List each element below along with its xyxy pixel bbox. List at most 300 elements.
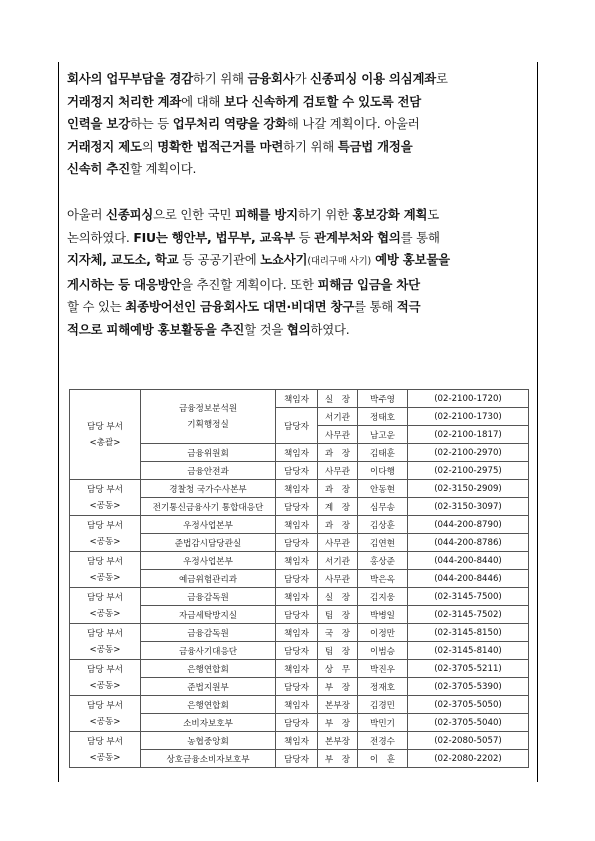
text-run: 신종피싱 이용 의심계좌 <box>310 71 436 86</box>
text-run: FIU는 행안부, 법무부, 교육부 <box>133 229 295 245</box>
table-row <box>70 588 529 606</box>
dept-cell <box>141 696 276 714</box>
text-run: 예방 홍보물을 <box>371 252 450 267</box>
text-run: 도 <box>427 207 440 222</box>
group-cell <box>70 624 141 660</box>
title-cell <box>318 642 358 660</box>
role-cell <box>276 732 318 750</box>
name-cell-text: 박병일 <box>370 610 395 621</box>
title-cell <box>318 714 358 732</box>
role-cell-text: 담당자 <box>284 502 309 513</box>
text-run: 인력을 보강 <box>67 116 130 131</box>
text-run: 의 <box>141 138 158 154</box>
phone-cell-text: (02-3705-5050) <box>434 699 502 710</box>
name-cell-text: 정재호 <box>370 682 395 693</box>
text-run: 피해금 입금을 차단 <box>317 276 420 292</box>
phone-cell <box>408 390 529 408</box>
phone-cell-text: (02-3705-5040) <box>434 717 502 728</box>
text-run: 특금법 개정을 <box>337 138 413 154</box>
name-cell-text: 남고운 <box>370 430 395 441</box>
title-cell-text: 실 장 <box>324 592 351 603</box>
text-run: 하기 위해 <box>192 71 248 86</box>
text-run: 홍보강화 계획 <box>352 207 428 222</box>
dept-cell-text: 은행연합회 <box>187 700 229 711</box>
contact-table-body <box>70 390 529 768</box>
role-cell <box>276 570 318 588</box>
group-cell <box>70 390 141 480</box>
text-run: 회사의 업무부담을 경감 <box>67 71 193 86</box>
name-cell-text: 이다행 <box>370 466 395 477</box>
table-row <box>70 624 529 642</box>
name-cell-text: 김상훈 <box>370 520 395 531</box>
title-cell-text: 부 장 <box>324 682 351 693</box>
phone-cell <box>408 408 529 426</box>
name-cell-text: 박진우 <box>370 664 395 675</box>
group-cell-text: <공동> <box>89 752 121 763</box>
title-cell-text: 국 장 <box>324 628 351 639</box>
dept-cell-text: 금융안전과 <box>187 466 229 477</box>
dept-cell <box>141 678 276 696</box>
name-cell-text: 김지웅 <box>370 592 395 603</box>
text-run: 로 <box>436 71 448 86</box>
dept-cell <box>141 480 276 498</box>
phone-cell-text: (02-3705-5211) <box>434 663 502 674</box>
title-cell-text: 사무관 <box>325 538 350 549</box>
group-cell-text: <공동> <box>89 536 121 547</box>
text-run: 으로 인한 국민 <box>153 207 235 222</box>
text-line <box>67 91 533 114</box>
text-run: 적극 <box>396 299 421 314</box>
phone-cell-text: (044-200-8790) <box>434 519 502 530</box>
table-row <box>70 390 529 408</box>
group-cell-text: <공동> <box>89 572 121 583</box>
phone-cell <box>408 498 529 516</box>
title-cell <box>318 444 358 462</box>
name-cell <box>358 732 408 750</box>
title-cell-text: 부 장 <box>324 718 351 729</box>
dept-cell-text: 기획행정실 <box>187 419 229 430</box>
group-cell-text: <총괄> <box>89 437 121 448</box>
dept-cell-text: 소비자보호부 <box>183 718 233 729</box>
phone-cell <box>408 570 529 588</box>
role-cell <box>276 678 318 696</box>
text-run: 하기 위한 <box>297 207 353 222</box>
role-cell-text: 담당자 <box>284 421 309 432</box>
name-cell-text: 이 훈 <box>369 754 396 765</box>
name-cell-text: 박주영 <box>370 394 395 405</box>
text-run: 논의하였다. <box>67 229 134 245</box>
name-cell <box>358 642 408 660</box>
dept-cell <box>141 570 276 588</box>
phone-cell-text: (02-2100-1720) <box>434 393 502 404</box>
phone-cell-text: (02-3150-3097) <box>434 501 502 512</box>
dept-cell-text: 전기통신금융사기 통합대응단 <box>152 502 264 513</box>
phone-cell-text: (044-200-8786) <box>434 537 502 548</box>
dept-cell <box>141 462 276 480</box>
title-cell <box>318 624 358 642</box>
title-cell <box>318 516 358 534</box>
phone-cell <box>408 444 529 462</box>
group-cell-text: 담당 부서 <box>87 628 123 639</box>
role-cell-text: 책임자 <box>284 484 309 495</box>
title-cell <box>318 408 358 426</box>
group-cell <box>70 552 141 588</box>
dept-cell <box>141 750 276 768</box>
name-cell <box>358 624 408 642</box>
role-cell-text: 책임자 <box>284 628 309 639</box>
name-cell <box>358 498 408 516</box>
phone-cell <box>408 462 529 480</box>
dept-cell-text: 금융정보분석원 <box>178 403 238 414</box>
title-cell-text: 과 장 <box>324 484 351 495</box>
dept-cell-text: 상호금융소비자보호부 <box>166 754 250 765</box>
role-cell-text: 책임자 <box>284 736 309 747</box>
dept-cell-text: 농협중앙회 <box>187 736 229 747</box>
text-run: 피해를 방지 <box>234 207 298 222</box>
phone-cell <box>408 534 529 552</box>
group-cell-text: 담당 부서 <box>87 664 123 675</box>
title-cell-text: 부 장 <box>324 754 351 765</box>
text-run: 적으로 피해예방 홍보활동을 추진 <box>67 321 245 337</box>
dept-cell <box>141 444 276 462</box>
paragraph-account-suspension <box>67 68 533 181</box>
name-cell-text: 전경수 <box>370 736 395 747</box>
title-cell-text: 팀 장 <box>324 610 351 621</box>
title-cell-text: 상 무 <box>324 664 351 675</box>
title-cell-text: 본부장 <box>325 736 350 747</box>
text-run: 노쇼사기 <box>260 252 308 267</box>
dept-cell-text: 우정사업본부 <box>183 556 233 567</box>
phone-cell-text: (02-2100-2970) <box>434 447 502 458</box>
phone-cell-text: (02-3145-8150) <box>434 627 502 638</box>
name-cell-text: 이범승 <box>370 646 395 657</box>
dept-cell-text: 금융사기대응단 <box>178 646 238 657</box>
name-cell <box>358 552 408 570</box>
dept-cell <box>141 534 276 552</box>
phone-cell <box>408 606 529 624</box>
title-cell-text: 서기관 <box>325 556 350 567</box>
dept-cell-text: 우정사업본부 <box>183 520 233 531</box>
role-cell <box>276 534 318 552</box>
dept-cell <box>141 390 276 444</box>
role-cell-text: 담당자 <box>284 466 309 477</box>
group-cell-text: 담당 부서 <box>87 484 123 495</box>
dept-cell <box>141 624 276 642</box>
dept-cell <box>141 588 276 606</box>
name-cell <box>358 696 408 714</box>
phone-cell <box>408 588 529 606</box>
title-cell <box>318 660 358 678</box>
role-cell-text: 책임자 <box>284 394 309 405</box>
role-cell-text: 담당자 <box>284 754 309 765</box>
group-cell-text: <공동> <box>89 608 121 619</box>
role-cell-text: 담당자 <box>284 646 309 657</box>
phone-cell <box>408 750 529 768</box>
title-cell-text: 실 장 <box>324 394 351 405</box>
table-row <box>70 696 529 714</box>
text-run: 해 나갈 계획이다. 아울러 <box>286 116 420 131</box>
text-run: 를 통해 <box>400 229 440 245</box>
phone-cell <box>408 732 529 750</box>
role-cell-text: 책임자 <box>284 700 309 711</box>
title-cell <box>318 570 358 588</box>
name-cell <box>358 408 408 426</box>
title-cell <box>318 462 358 480</box>
group-cell-text: 담당 부서 <box>87 700 123 711</box>
name-cell <box>358 678 408 696</box>
phone-cell-text: (044-200-8440) <box>434 555 502 566</box>
phone-cell-text: (02-3705-5390) <box>434 681 502 692</box>
phone-cell-text: (02-2080-2202) <box>434 753 502 764</box>
text-run: 거래정지 처리한 계좌 <box>67 93 182 109</box>
title-cell <box>318 678 358 696</box>
group-cell-text: <공동> <box>89 680 121 691</box>
text-run: 명확한 법적근거를 마련 <box>157 138 284 154</box>
group-cell-text: <공동> <box>89 644 121 655</box>
dept-cell <box>141 516 276 534</box>
text-run: 하였다. <box>310 321 350 337</box>
text-run: 금융회사 <box>247 71 295 86</box>
name-cell <box>358 588 408 606</box>
role-cell-text: 담당자 <box>284 538 309 549</box>
title-cell <box>318 732 358 750</box>
role-cell <box>276 516 318 534</box>
phone-cell-text: (044-200-8446) <box>434 573 502 584</box>
text-run: 관계부처와 협의 <box>314 229 401 245</box>
role-cell-text: 책임자 <box>284 520 309 531</box>
phone-cell <box>408 714 529 732</box>
role-cell <box>276 480 318 498</box>
phone-cell <box>408 516 529 534</box>
role-cell-text: 담당자 <box>284 682 309 693</box>
name-cell-text: 홍상준 <box>370 556 395 567</box>
name-cell <box>358 390 408 408</box>
name-cell-text: 이정만 <box>370 628 395 639</box>
phone-cell-text: (02-2100-2975) <box>434 465 502 476</box>
group-cell <box>70 516 141 552</box>
name-cell-text: 김태훈 <box>370 448 395 459</box>
text-run: 신종피싱 <box>106 207 154 222</box>
table-row <box>70 660 529 678</box>
title-cell-text: 사무관 <box>325 574 350 585</box>
title-cell-text: 본부장 <box>325 700 350 711</box>
phone-cell <box>408 480 529 498</box>
name-cell <box>358 444 408 462</box>
text-run: 거래정지 제도 <box>67 138 142 154</box>
name-cell <box>358 534 408 552</box>
text-line <box>67 274 533 297</box>
text-line <box>67 68 533 91</box>
role-cell-text: 담당자 <box>284 610 309 621</box>
text-run: 게시하는 등 대응방안 <box>67 276 182 292</box>
text-line <box>67 204 533 227</box>
phone-cell <box>408 552 529 570</box>
group-cell-text: 담당 부서 <box>87 556 123 567</box>
text-run: 신속히 추진 <box>67 161 130 176</box>
title-cell <box>318 390 358 408</box>
role-cell <box>276 444 318 462</box>
role-cell <box>276 390 318 408</box>
title-cell-text: 팀 장 <box>324 646 351 657</box>
title-cell-text: 계 장 <box>324 502 351 513</box>
title-cell <box>318 498 358 516</box>
group-cell <box>70 732 141 768</box>
text-line <box>67 249 533 274</box>
group-cell <box>70 660 141 696</box>
name-cell-text: 김연현 <box>370 538 395 549</box>
title-cell <box>318 426 358 444</box>
dept-cell-text: 금융위원회 <box>187 448 229 459</box>
dept-cell-text: 금융감독원 <box>187 592 229 603</box>
name-cell-text: 심무송 <box>370 502 395 513</box>
title-cell <box>318 696 358 714</box>
text-run: 지자체, 교도소, 학교 <box>67 252 179 267</box>
name-cell-text: 안동현 <box>370 484 395 495</box>
dept-cell <box>141 642 276 660</box>
role-cell <box>276 498 318 516</box>
text-line <box>67 227 533 250</box>
dept-cell-text: 자금세탁방지실 <box>178 610 238 621</box>
dept-cell-text: 경찰청 국가수사본부 <box>169 484 247 495</box>
phone-cell-text: (02-3145-7502) <box>434 609 502 620</box>
group-cell-text: 담당 부서 <box>87 520 123 531</box>
text-run: 할 계획이다. <box>129 161 197 176</box>
role-cell-text: 담당자 <box>284 718 309 729</box>
title-cell-text: 과 장 <box>324 520 351 531</box>
dept-cell <box>141 552 276 570</box>
phone-cell <box>408 624 529 642</box>
role-cell <box>276 750 318 768</box>
text-run: 등 <box>294 229 315 245</box>
text-line <box>67 136 533 159</box>
role-cell-text: 담당자 <box>284 574 309 585</box>
role-cell <box>276 624 318 642</box>
role-cell <box>276 714 318 732</box>
title-cell-text: 사무관 <box>325 466 350 477</box>
group-cell-text: 담당 부서 <box>87 421 123 432</box>
title-cell <box>318 750 358 768</box>
text-run: 등 공공기관에 <box>178 252 261 267</box>
name-cell-text: 박은옥 <box>370 574 395 585</box>
name-cell <box>358 480 408 498</box>
text-run: 아울러 <box>67 207 107 222</box>
text-run: 하는 등 <box>129 116 173 131</box>
name-cell <box>358 426 408 444</box>
group-cell-text: 담당 부서 <box>87 592 123 603</box>
text-run: 할 것을 <box>244 321 287 337</box>
role-cell <box>276 606 318 624</box>
name-cell <box>358 462 408 480</box>
role-cell-text: 책임자 <box>284 448 309 459</box>
name-cell <box>358 606 408 624</box>
dept-cell <box>141 498 276 516</box>
title-cell <box>318 480 358 498</box>
title-cell <box>318 552 358 570</box>
table-row <box>70 732 529 750</box>
title-cell <box>318 588 358 606</box>
text-run: 하기 위해 <box>283 138 338 154</box>
group-cell <box>70 588 141 624</box>
phone-cell-text: (02-2100-1730) <box>434 411 502 422</box>
role-cell <box>276 552 318 570</box>
phone-cell <box>408 696 529 714</box>
phone-cell-text: (02-3145-7500) <box>434 591 502 602</box>
name-cell-text: 정태호 <box>370 412 395 423</box>
role-cell <box>276 642 318 660</box>
phone-cell <box>408 642 529 660</box>
paragraph-public-awareness <box>67 204 533 341</box>
title-cell-text: 사무관 <box>325 430 350 441</box>
text-run: (대리구매 사기) <box>307 256 372 267</box>
title-cell-text: 과 장 <box>324 448 351 459</box>
phone-cell-text: (02-2080-5057) <box>434 735 502 746</box>
name-cell-text: 박민기 <box>370 718 395 729</box>
name-cell <box>358 516 408 534</box>
text-line <box>67 296 533 319</box>
text-run: 할 수 있는 <box>67 299 126 314</box>
dept-cell-text: 은행연합회 <box>187 664 229 675</box>
dept-cell <box>141 732 276 750</box>
group-cell-text: 담당 부서 <box>87 736 123 747</box>
role-cell <box>276 408 318 444</box>
text-line <box>67 158 533 181</box>
group-cell-text: <공동> <box>89 716 121 727</box>
text-run: 협의 <box>286 321 311 337</box>
text-line <box>67 113 533 136</box>
dept-cell-text: 준법지원부 <box>187 682 229 693</box>
phone-cell <box>408 660 529 678</box>
role-cell <box>276 696 318 714</box>
contact-table <box>69 389 529 768</box>
role-cell-text: 책임자 <box>284 556 309 567</box>
dept-cell <box>141 714 276 732</box>
name-cell <box>358 570 408 588</box>
role-cell <box>276 660 318 678</box>
text-run: 에 대해 <box>181 93 224 109</box>
text-run: 업무처리 역량을 강화 <box>172 116 287 131</box>
dept-cell-text: 금융감독원 <box>187 628 229 639</box>
text-run: 최종방어선인 금융회사도 대면·비대면 창구 <box>125 299 354 314</box>
text-run: 를 통해 <box>354 299 397 314</box>
phone-cell-text: (02-2100-1817) <box>434 429 502 440</box>
group-cell-text: <공동> <box>89 500 121 511</box>
group-cell <box>70 480 141 516</box>
role-cell <box>276 588 318 606</box>
title-cell-text: 서기관 <box>325 412 350 423</box>
table-row <box>70 516 529 534</box>
phone-cell <box>408 426 529 444</box>
name-cell-text: 김경민 <box>370 700 395 711</box>
text-run: 가 <box>294 71 311 86</box>
text-run: 을 추진할 계획이다. 또한 <box>181 276 318 292</box>
text-line <box>67 319 533 342</box>
dept-cell-text: 예금위험관리과 <box>178 574 238 585</box>
name-cell <box>358 750 408 768</box>
phone-cell-text: (02-3150-2909) <box>434 483 502 494</box>
role-cell-text: 책임자 <box>284 664 309 675</box>
role-cell-text: 책임자 <box>284 592 309 603</box>
table-row <box>70 552 529 570</box>
phone-cell-text: (02-3145-8140) <box>434 645 502 656</box>
name-cell <box>358 660 408 678</box>
name-cell <box>358 714 408 732</box>
dept-cell <box>141 660 276 678</box>
role-cell <box>276 462 318 480</box>
title-cell <box>318 606 358 624</box>
phone-cell <box>408 678 529 696</box>
group-cell <box>70 696 141 732</box>
table-row <box>70 480 529 498</box>
